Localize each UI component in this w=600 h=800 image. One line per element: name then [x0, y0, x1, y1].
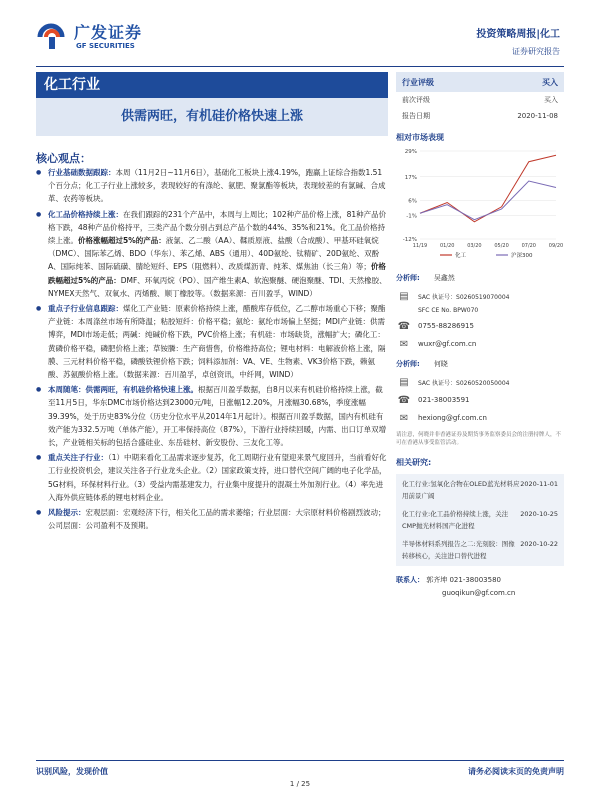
- logo-mark-icon: [36, 22, 70, 52]
- logo-cn-text: 广发证券: [74, 23, 143, 42]
- contact-line: [396, 574, 564, 587]
- related-item-date: 2020-10-25: [520, 510, 558, 518]
- related-title: 相关研究:: [396, 458, 432, 467]
- analyst-2-cert-row: [396, 373, 564, 391]
- analyst-2: [396, 355, 564, 427]
- doc-type: 投资策略周报|化工: [476, 29, 560, 40]
- bullet-text: 本周（11月2日~11月6日），基础化工板块上涨4.19%，跑赢上证综合指数1.51个百分点；化工子行业上涨较多，表现较好的有涤纶、氨肥、聚氯酯等板块，表现较差的有氯碱、合成革、农药等板块。: [48, 168, 386, 204]
- related-item-title[interactable]: 化工行业:化工品价格持续上涨，关注CMP抛光材料国产化进程: [402, 510, 509, 530]
- x-tick-label: 05/20: [494, 243, 509, 249]
- sidebar: [396, 72, 564, 600]
- license-note: 请注意，何晓并非香港证券及期货事务监察委员会的注册持牌人，不可在香港从事受监管活动。: [396, 432, 562, 446]
- report-date-value: 2020-11-08: [517, 112, 558, 120]
- analyst-1-email[interactable]: wuxr@gf.com.cn: [418, 340, 477, 348]
- related-list: [396, 474, 564, 566]
- rating-header: [396, 72, 564, 92]
- analyst-1-cert-row: [396, 287, 564, 305]
- contact-email[interactable]: guoqikun@gf.com.cn: [442, 589, 516, 597]
- core-views-title: 核心观点：: [36, 152, 91, 165]
- contact-name-phone: 郭齐坤 021-38003580: [426, 576, 501, 584]
- y-tick-label: -1%: [406, 213, 417, 220]
- legend-label: 化工: [455, 253, 467, 259]
- relative-performance-chart: [396, 143, 564, 263]
- analyst-1-phone-row: [396, 317, 564, 335]
- contact-block: [396, 574, 564, 600]
- doc-subtitle: 证券研究报告: [512, 47, 560, 56]
- related-item-date: 2020-10-22: [520, 540, 558, 548]
- x-tick-label: 11/19: [412, 243, 428, 249]
- footer-disclaimer-note: 请务必阅读末页的免责声明: [468, 767, 564, 776]
- bullet-text: 煤化工产业链：原素价格持续上涨，醋酸库存低位，乙二醇市场重心下移；聚酯产业链：本周涤丝市场有所降温；粘胶短纤：价格平稳；氨纶：氨纶市场偏上坚挺；MDI产业链：供需博弈，MDI市场走低；两碱：纯碱价格下跌，PVC价格上涨；有机硅：市场缺货，涨幅扩大；磷化工：黄磷价格平稳，磷肥价格上涨；草铵膦：生产商惜售，价格维持高位；锂电材料：电解液价格上涨，隔膜、三元材料价格平稳，磷酸铁锂价格下跌；饲料添加剂：VA、VE、生物素、VK3价格下跌，赖氨酸、苏氨酸价格上涨。（数据来源：百川盈孚，卓创资讯，中纤网，WIND）: [48, 304, 386, 380]
- bullet-lead: 化工品价格持续上涨：: [48, 209, 123, 219]
- legend-label: 沪深300: [511, 253, 533, 259]
- y-tick-label: 29%: [404, 149, 417, 155]
- x-tick-label: 03/20: [467, 243, 482, 249]
- page-number: 1 / 25: [289, 780, 311, 788]
- bullet-lead: 行业基础数据跟踪：: [48, 168, 116, 177]
- analyst-1-name-row: [396, 269, 564, 287]
- x-tick-label: 07/20: [521, 243, 537, 249]
- id-card-icon: ▤: [399, 290, 409, 302]
- analyst-1-email-row[interactable]: [396, 335, 564, 353]
- analyst-2-phone: 021-38003591: [418, 396, 470, 404]
- y-tick-label: 17%: [404, 174, 417, 181]
- y-tick-label: 6%: [408, 198, 417, 205]
- related-item[interactable]: [402, 508, 558, 532]
- bullet-text: 根据百川盈孚数据，自8月以来有机硅价格持续上涨，截至11月5日，华东DMC市场价格达到23000元/吨，日涨幅12.20%，月涨幅30.68%，季度涨幅39.39%，处于历史83%分位（历史分位水平从2014年1月起计）。根据百川盈孚数据，国内有机硅有效产能为332.5万吨（单体产能），开工率保持高位（87%），下游行业持续回暖，内需、出口订单双增长，产业链相关标的包括合盛硅业、东岳硅材、新安股份、三友化工等。: [48, 385, 387, 448]
- chart-title: 相对市场表现: [396, 133, 444, 142]
- analyst-2-role: 分析师:: [396, 360, 420, 368]
- bullet-text: 在我们跟踪的231个产品中，本周与上周比；102种产品价格上涨，81种产品价格下跌，48种产品价格持平，三类产品个数分别占到总产品个数的44%、35%和21%。化工品价格持续上涨。: [48, 209, 387, 246]
- header-divider: [36, 66, 564, 67]
- id-card-icon: ▤: [399, 376, 409, 388]
- report-date-label: 报告日期: [402, 112, 430, 120]
- y-tick-label: -12%: [402, 237, 417, 243]
- series-line-0: [420, 155, 556, 222]
- bullet-item: [36, 383, 388, 449]
- chart-svg: [396, 143, 564, 263]
- industry-title: 化工行业: [36, 72, 388, 98]
- analyst-2-email-row[interactable]: [396, 409, 564, 427]
- prev-rating-row: [396, 92, 564, 108]
- analyst-1-phone: 0755-88286915: [418, 322, 474, 330]
- bullet-lead: 重点子行业信息跟踪：: [48, 304, 123, 314]
- related-item-title[interactable]: 半导体材料系列报告之二:光刻胶：图像转移核心，关注进口替代进程: [402, 540, 515, 560]
- bullet-lead: 重点关注子行业：: [48, 453, 108, 463]
- report-headline: 供需两旺，有机硅价格快速上涨: [36, 98, 388, 136]
- x-tick-label: 01/20: [439, 243, 455, 249]
- analyst-1: [396, 269, 564, 353]
- email-icon: ✉: [399, 338, 409, 350]
- rating-label: 行业评级: [402, 77, 434, 87]
- related-item-title[interactable]: 化工行业:氢氧化合物在OLED蓝光材料应用前景广阔: [402, 480, 520, 500]
- bullet-item: [36, 451, 388, 504]
- analyst-1-sfc: SFC CE No. BPW070: [418, 307, 479, 314]
- report-date-row: [396, 108, 564, 124]
- analyst-2-name: 何晓: [433, 360, 448, 368]
- bullet-item: [36, 208, 388, 300]
- bullet-item: [36, 166, 388, 206]
- related-item[interactable]: [402, 538, 558, 562]
- analyst-2-phone-row: [396, 391, 564, 409]
- prev-rating-label: 前次评级: [402, 96, 430, 104]
- bullet-lead: 本周随笔：供需两旺，有机硅价格快速上涨。: [48, 385, 198, 395]
- analyst-2-email[interactable]: hexiong@gf.com.cn: [418, 414, 487, 422]
- bullet-text: （1）中期来看化工品需求逐步复苏，化工周期行业有望迎来景气度回升，当前看好化工行业投资机会，建议关注各子行业龙头企业。（2）国家政策支持，进口替代空间广阔的电子化学品，5G材料，环保材料行业。（3）受益内需基建发力，行业集中度提升的混凝土外加剂行业。（4）率先进入海外供应链体系的锂电材料企业。: [48, 453, 387, 502]
- x-tick-label: 09/20: [548, 243, 564, 249]
- title-banner: [36, 72, 388, 136]
- phone-icon: ☎: [397, 320, 411, 332]
- related-item-date: 2020-11-01: [520, 480, 558, 488]
- phone-icon: ☎: [397, 394, 411, 406]
- rating-value: 买入: [542, 77, 558, 87]
- analyst-1-name: 吴鑫然: [433, 274, 455, 282]
- bullet-subtext: 液氯、乙二酸（AA）、鞣质原液、盐酸（合成酸）、甲基环硅氧烷（DMC）、国际苯乙烯、BDO（华东）、苯乙烯、ABS（通用）、40D氨纶、钛精矿、20D氨纶、双酚A、国际纯苯、国际硫磺、腈纶短纤、EPS（阻燃料）、改质煤沥青、纯苯、煤焦油（长三角）等；: [48, 236, 380, 272]
- bullet-lead: 风险提示：: [48, 508, 86, 518]
- company-logo: [36, 18, 166, 58]
- footer-slogan: 识别风险，发现价值: [36, 767, 108, 776]
- logo-en-text: GF SECURITIES: [76, 42, 135, 50]
- bullet-sublead: 价格涨幅超过5%的产品：: [78, 236, 166, 246]
- bullet-item: [36, 506, 388, 532]
- core-views-body: [36, 166, 388, 534]
- email-icon: ✉: [399, 412, 409, 424]
- prev-rating-value: 买入: [544, 96, 558, 104]
- bullet-subtext: DMF、环氧丙烷（PO）、国产维生素A、软泡聚醚、硬泡聚醚、TDI、天然橡胶、NYMEX天然气、双氧水、丙烯酸、顺丁橡胶等。（数据来源：百川盈孚，WIND）: [48, 275, 387, 298]
- analyst-2-name-row: [396, 355, 564, 373]
- related-item[interactable]: [402, 478, 558, 502]
- footer-divider: [36, 760, 564, 761]
- analyst-1-sac: SAC 执证号：S0260519070004: [418, 293, 510, 301]
- analyst-2-sac: SAC 执证号：S0260520050004: [418, 379, 510, 387]
- bullet-sublead: 价格跌幅超过5%的产品：: [48, 262, 386, 285]
- analyst-1-role: 分析师:: [396, 274, 420, 282]
- bullet-item: [36, 302, 388, 381]
- contact-label: 联系人：: [396, 576, 424, 584]
- bullet-text: 宏观层面：宏观经济下行，相关化工品的需求萎缩；行业层面：大宗原材料价格剧烈波动；公司层面：公司盈利不及预期。: [48, 508, 386, 531]
- page-header: [0, 0, 600, 70]
